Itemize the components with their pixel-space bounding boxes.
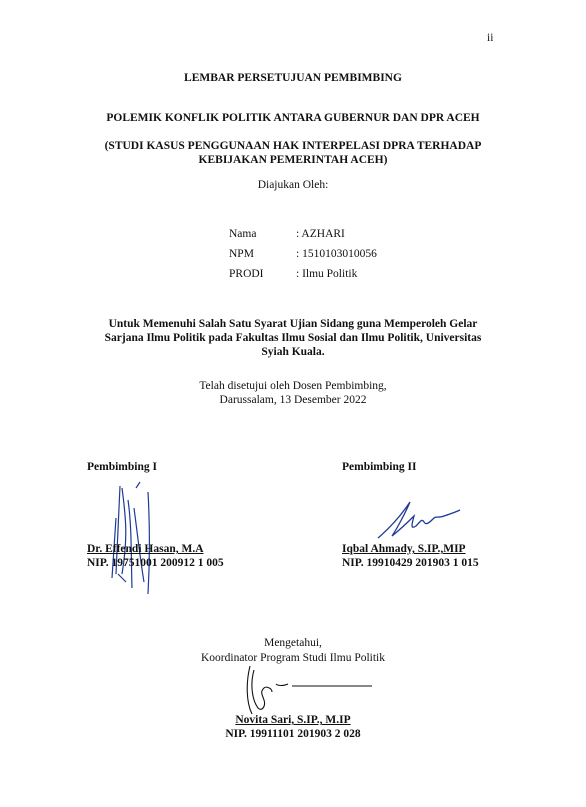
- advisor-1-role: Pembimbing I: [87, 461, 157, 473]
- coordinator-nip: NIP. 19911101 201903 2 028: [225, 728, 361, 740]
- coordinator-signature: [236, 662, 376, 718]
- purpose-line-3: Syiah Kuala.: [261, 346, 325, 358]
- advisor-2-name: Iqbal Ahmady, S.IP.,MIP: [342, 543, 466, 555]
- advisor-2-signature: [372, 496, 462, 546]
- advisor-2-role: Pembimbing II: [342, 461, 417, 473]
- subtitle-line-2: KEBIJAKAN PEMERINTAH ACEH): [198, 154, 388, 166]
- name-value: : AZHARI: [296, 228, 345, 240]
- prodi-value: : Ilmu Politik: [296, 268, 358, 280]
- thesis-title: POLEMIK KONFLIK POLITIK ANTARA GUBERNUR DAN DPR ACEH: [106, 112, 480, 124]
- npm-label: NPM: [229, 248, 254, 260]
- approval-line-2: Darussalam, 13 Desember 2022: [219, 394, 367, 406]
- submitted-by: Diajukan Oleh:: [257, 179, 329, 191]
- coordinator-name: Novita Sari, S.IP., M.IP: [235, 714, 351, 726]
- advisor-2-nip: NIP. 19910429 201903 1 015: [342, 557, 479, 569]
- npm-value: : 1510103010056: [296, 248, 377, 260]
- page-number: ii: [487, 32, 494, 44]
- coordinator-title: Koordinator Program Studi Ilmu Politik: [201, 652, 385, 664]
- advisor-1-nip: NIP. 19751001 200912 1 005: [87, 557, 224, 569]
- advisor-1-signature: [98, 478, 166, 598]
- purpose-line-2: Sarjana Ilmu Politik pada Fakultas Ilmu Sosial dan Ilmu Politik, Universitas: [104, 332, 482, 344]
- approval-line-1: Telah disetujui oleh Dosen Pembimbing,: [199, 380, 387, 392]
- heading: LEMBAR PERSETUJUAN PEMBIMBING: [184, 72, 402, 84]
- name-label: Nama: [229, 228, 257, 240]
- acknowledge: Mengetahui,: [264, 637, 322, 649]
- advisor-1-name: Dr. Effendi Hasan, M.A: [87, 543, 204, 555]
- purpose-line-1: Untuk Memenuhi Salah Satu Syarat Ujian Sidang guna Memperoleh Gelar: [108, 318, 478, 330]
- prodi-label: PRODI: [229, 268, 264, 280]
- subtitle-line-1: (STUDI KASUS PENGGUNAAN HAK INTERPELASI DPRA TERHADAP: [104, 140, 482, 152]
